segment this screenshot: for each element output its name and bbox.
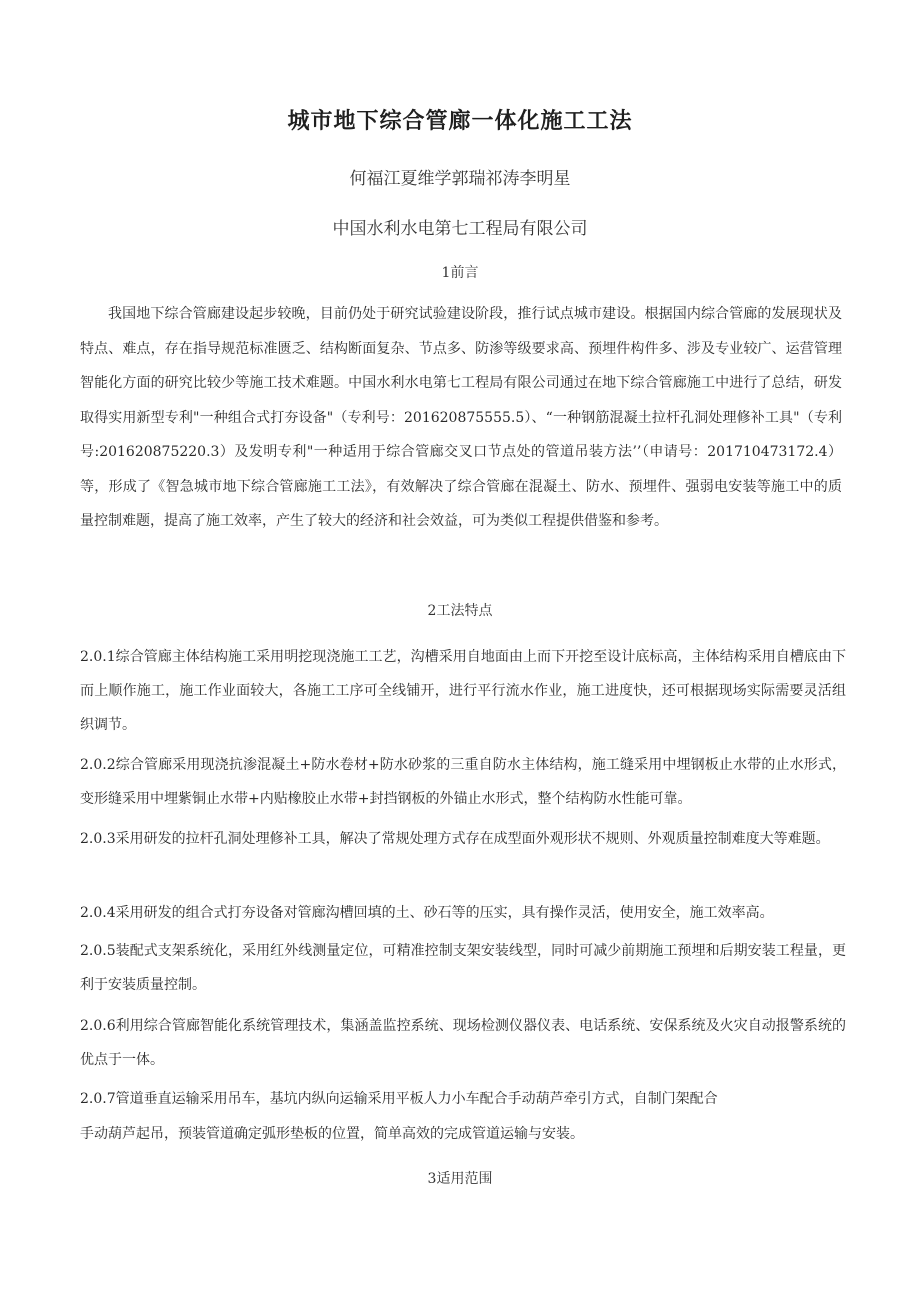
feature-item-2-0-7-continued: 手动葫芦起吊，预装管道确定弧形垫板的位置，简单高效的完成管道运输与安装。 [80,1126,584,1142]
section-heading-features: 2工法特点 [427,603,493,619]
document-authors: 何福江夏维学郭瑞祁涛李明星 [349,169,571,189]
document-title: 城市地下综合管廊一体化施工工法 [287,109,633,134]
section-heading-scope: 3适用范围 [427,1171,493,1187]
section-heading-preface: 1前言 [441,265,479,281]
preface-paragraph: 我国地下综合管廊建设起步较晚，目前仍处于研究试验建设阶段，推行试点城市建设。根据国内综合管廊的发展现状及特点、难点，存在指导规范标准匮乏、结构断面复杂、节点多、防渗等级要求高、预埋件构件多、涉及专业较广、运营管理智能化方面的研究比较少等施工技术难题。中国水利水电第七工程局有限公司通过在地下综合管廊施工中进行了总结，研发取得实用新型专利"一种组合式打夯设备"（专利号：201620875555.5）、“一种钢筋混凝土拉杆孔洞处理修补工具"（专利号:201620875220.3）及发明专利"一种适用于综合管廊交叉口节点处的管道吊装方法’’（申请号：201710473172.4）等，形成了《智急城市地下综合管廊施工工法》，有效解决了综合管廊在混凝土、防水、预埋件、强弱电安装等施工中的质量控制难题，提高了施工效率，产生了较大的经济和社会效益，可为类似工程提供借鉴和参考。 [80,306,842,529]
feature-item-2-0-1: 2.0.1综合管廊主体结构施工采用明挖现浇施工工艺，沟槽采用自地面由上而下开挖至设计底标高，主体结构采用自槽底由下而上顺作施工，施工作业面较大，各施工工序可全线铺开，进行平行流水作业，施工进度快，还可根据现场实际需要灵活组织调节。 [80,649,846,733]
feature-item-2-0-5: 2.0.5装配式支架系统化，采用红外线测量定位，可精准控制支架安装线型，同时可减少前期施工预埋和后期安装工程量，更利于安装质量控制。 [80,943,846,993]
feature-item-2-0-2: 2.0.2综合管廊采用现浇抗渗混凝土+防水卷材+防水砂浆的三重自防水主体结构，施工缝采用中埋钢板止水带的止水形式，变形缝采用中埋紫铜止水带+内贴橡胶止水带+封挡钢板的外锚止水形式，整个结构防水性能可靠。 [80,757,846,807]
feature-item-2-0-3: 2.0.3采用研发的拉杆孔洞处理修补工具，解决了常规处理方式存在成型面外观形状不规则、外观质量控制难度大等难题。 [80,831,830,847]
feature-item-2-0-4: 2.0.4采用研发的组合式打夯设备对管廊沟槽回填的土、砂石等的压实，具有操作灵活，使用安全，施工效率高。 [80,905,774,921]
document-organization: 中国水利水电第七工程局有限公司 [332,219,588,239]
feature-item-2-0-6: 2.0.6利用综合管廊智能化系统管理技术，集涵盖监控系统、现场检测仪器仪表、电话系统、安保系统及火灾自动报警系统的优点于一体。 [80,1018,846,1068]
feature-item-2-0-7: 2.0.7管道垂直运输采用吊车，基坑内纵向运输采用平板人力小车配合手动葫芦牵引方式，自制门架配合 [80,1091,718,1107]
